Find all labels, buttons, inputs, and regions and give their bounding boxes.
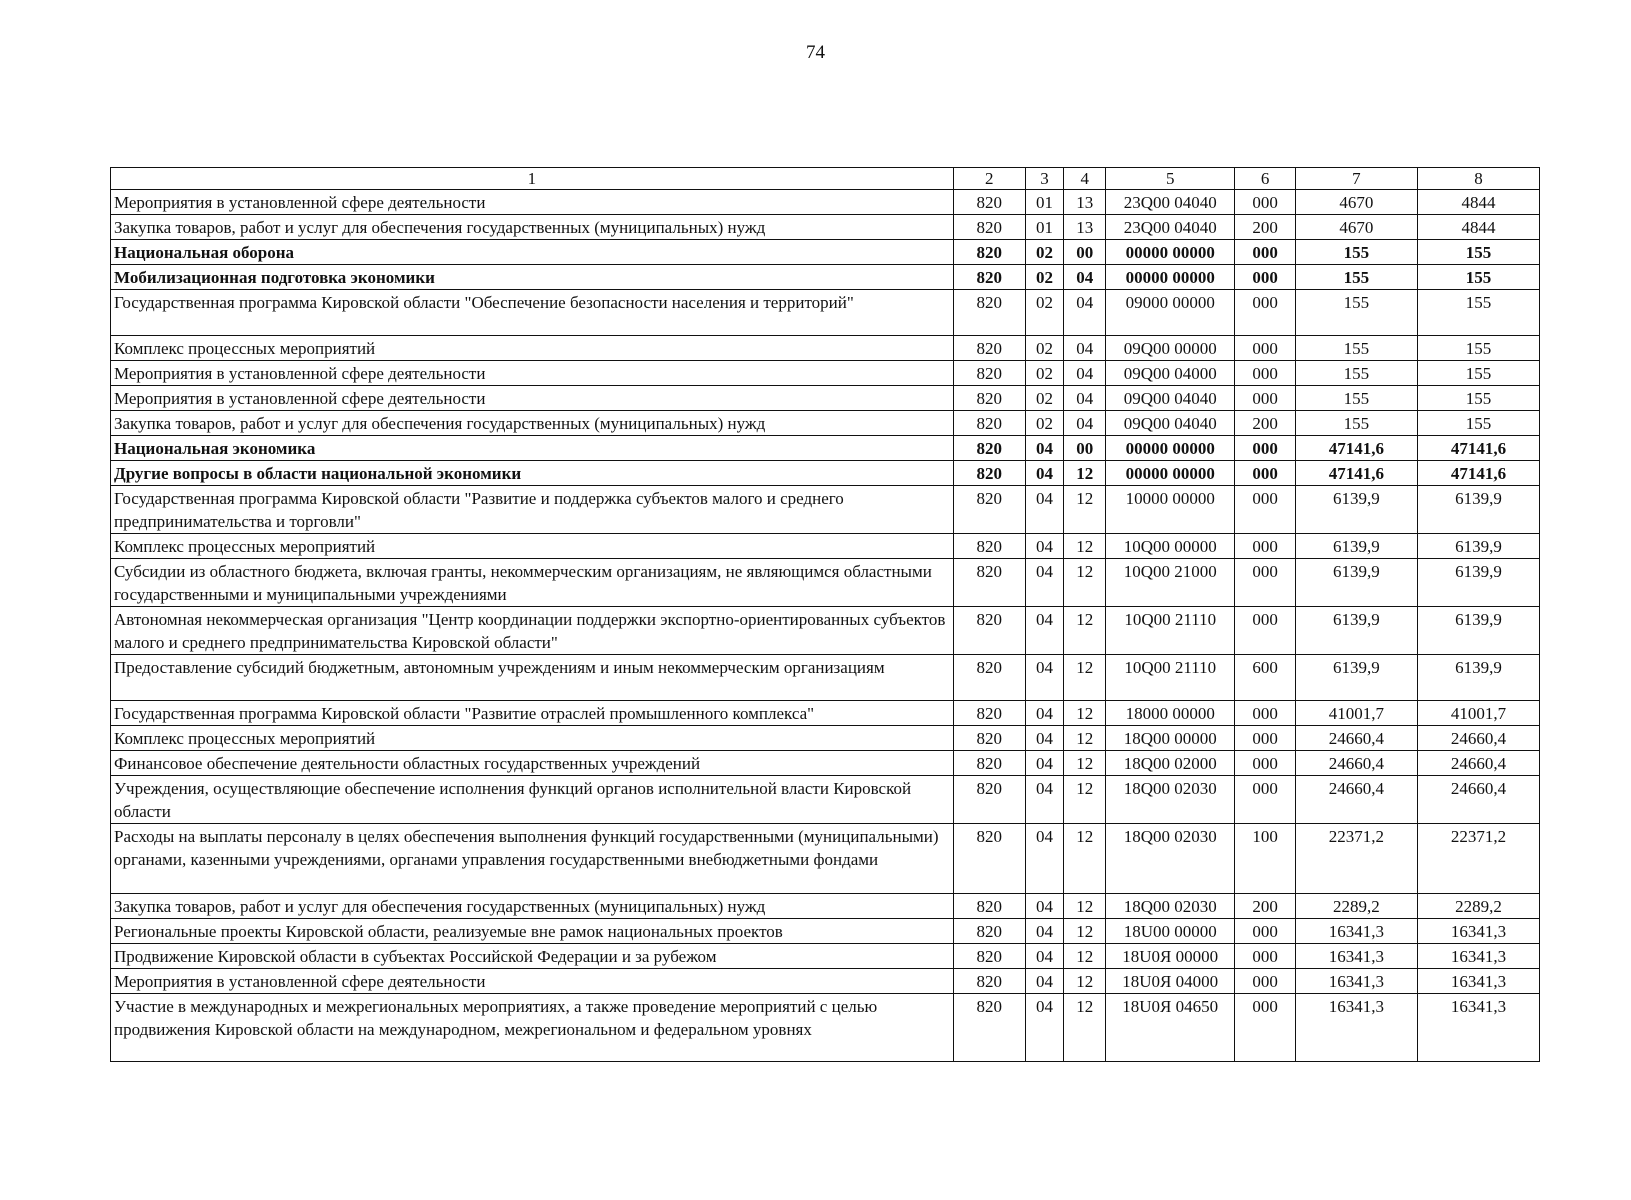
row-col2-cell: 820 — [953, 824, 1025, 894]
table-row — [111, 240, 1540, 265]
row-name-cell: Закупка товаров, работ и услуг для обеспечения государственных (муниципальных) нужд — [111, 894, 954, 919]
row-col8-cell: 22371,2 — [1417, 824, 1539, 894]
row-name-cell: Региональные проекты Кировской области, реализуемые вне рамок национальных проектов — [111, 919, 954, 944]
row-col6-cell: 000 — [1235, 461, 1295, 486]
row-name-cell: Финансовое обеспечение деятельности областных государственных учреждений — [111, 751, 954, 776]
row-code-cell: 00000 00000 — [1106, 265, 1235, 290]
row-code-cell: 09Q00 04000 — [1106, 361, 1235, 386]
row-code-cell: 23Q00 04040 — [1106, 190, 1235, 215]
row-col8-cell: 155 — [1417, 361, 1539, 386]
row-code-cell: 09Q00 04040 — [1106, 386, 1235, 411]
row-name-cell: Предоставление субсидий бюджетным, автономным учреждениям и иным некоммерческим организациям — [111, 655, 954, 701]
row-col7-cell: 22371,2 — [1295, 824, 1417, 894]
row-col2-cell: 820 — [953, 215, 1025, 240]
row-code-cell: 00000 00000 — [1106, 436, 1235, 461]
row-name-cell: Государственная программа Кировской области "Обеспечение безопасности населения и территорий" — [111, 290, 954, 336]
row-col3-cell: 02 — [1025, 336, 1064, 361]
table-row — [111, 751, 1540, 776]
row-col2-cell: 820 — [953, 919, 1025, 944]
row-name-cell: Мобилизационная подготовка экономики — [111, 265, 954, 290]
row-col4-cell: 04 — [1064, 290, 1106, 336]
row-name-cell: Расходы на выплаты персоналу в целях обеспечения выполнения функций государственными (муниципальными) органами, казенными учреждениями, органами управления государственными внебюджетными фондами — [111, 824, 954, 894]
table-row — [111, 726, 1540, 751]
row-col4-cell: 12 — [1064, 726, 1106, 751]
row-col2-cell: 820 — [953, 361, 1025, 386]
table-row — [111, 994, 1540, 1062]
row-col4-cell: 13 — [1064, 190, 1106, 215]
row-col4-cell: 04 — [1064, 411, 1106, 436]
row-col2-cell: 820 — [953, 559, 1025, 607]
table-row — [111, 336, 1540, 361]
row-col6-cell: 100 — [1235, 824, 1295, 894]
row-col6-cell: 200 — [1235, 894, 1295, 919]
row-col6-cell: 000 — [1235, 607, 1295, 655]
row-col4-cell: 04 — [1064, 361, 1106, 386]
row-col8-cell: 47141,6 — [1417, 436, 1539, 461]
row-col7-cell: 4670 — [1295, 190, 1417, 215]
row-col3-cell: 04 — [1025, 919, 1064, 944]
row-col2-cell: 820 — [953, 190, 1025, 215]
row-col4-cell: 12 — [1064, 994, 1106, 1062]
row-col6-cell: 000 — [1235, 751, 1295, 776]
row-col8-cell: 2289,2 — [1417, 894, 1539, 919]
row-col4-cell: 12 — [1064, 559, 1106, 607]
row-col8-cell: 24660,4 — [1417, 776, 1539, 824]
row-col3-cell: 04 — [1025, 559, 1064, 607]
row-code-cell: 18000 00000 — [1106, 701, 1235, 726]
row-code-cell: 18U00 00000 — [1106, 919, 1235, 944]
row-col3-cell: 04 — [1025, 944, 1064, 969]
row-name-cell: Комплекс процессных мероприятий — [111, 336, 954, 361]
row-col2-cell: 820 — [953, 265, 1025, 290]
row-col8-cell: 4844 — [1417, 190, 1539, 215]
row-col6-cell: 000 — [1235, 969, 1295, 994]
row-col6-cell: 000 — [1235, 240, 1295, 265]
row-code-cell: 23Q00 04040 — [1106, 215, 1235, 240]
row-col3-cell: 04 — [1025, 894, 1064, 919]
row-col4-cell: 12 — [1064, 607, 1106, 655]
row-col2-cell: 820 — [953, 776, 1025, 824]
row-col4-cell: 12 — [1064, 894, 1106, 919]
row-col4-cell: 04 — [1064, 265, 1106, 290]
row-col4-cell: 12 — [1064, 461, 1106, 486]
row-col7-cell: 47141,6 — [1295, 461, 1417, 486]
row-col3-cell: 04 — [1025, 776, 1064, 824]
row-col3-cell: 04 — [1025, 486, 1064, 534]
column-header: 3 — [1025, 168, 1064, 190]
row-col3-cell: 04 — [1025, 751, 1064, 776]
row-code-cell: 10Q00 21000 — [1106, 559, 1235, 607]
row-col8-cell: 47141,6 — [1417, 461, 1539, 486]
row-col4-cell: 12 — [1064, 919, 1106, 944]
row-col8-cell: 24660,4 — [1417, 726, 1539, 751]
table-row — [111, 411, 1540, 436]
row-col7-cell: 155 — [1295, 386, 1417, 411]
row-col8-cell: 155 — [1417, 265, 1539, 290]
row-col4-cell: 12 — [1064, 486, 1106, 534]
row-col2-cell: 820 — [953, 701, 1025, 726]
row-col3-cell: 02 — [1025, 265, 1064, 290]
table-row — [111, 534, 1540, 559]
row-col4-cell: 12 — [1064, 824, 1106, 894]
table-row — [111, 461, 1540, 486]
row-col6-cell: 000 — [1235, 336, 1295, 361]
row-code-cell: 18U0Я 04650 — [1106, 994, 1235, 1062]
column-header: 6 — [1235, 168, 1295, 190]
row-code-cell: 18Q00 00000 — [1106, 726, 1235, 751]
row-col7-cell: 6139,9 — [1295, 607, 1417, 655]
table-row — [111, 436, 1540, 461]
row-col6-cell: 000 — [1235, 265, 1295, 290]
row-code-cell: 18U0Я 00000 — [1106, 944, 1235, 969]
row-col6-cell: 000 — [1235, 361, 1295, 386]
row-col6-cell: 000 — [1235, 776, 1295, 824]
row-col6-cell: 000 — [1235, 290, 1295, 336]
table-row — [111, 824, 1540, 894]
row-col2-cell: 820 — [953, 894, 1025, 919]
page-number: 74 — [806, 42, 825, 63]
row-col4-cell: 04 — [1064, 336, 1106, 361]
row-col6-cell: 000 — [1235, 701, 1295, 726]
row-name-cell: Национальная оборона — [111, 240, 954, 265]
row-col3-cell: 04 — [1025, 655, 1064, 701]
row-col8-cell: 155 — [1417, 240, 1539, 265]
row-col7-cell: 6139,9 — [1295, 534, 1417, 559]
row-code-cell: 09Q00 00000 — [1106, 336, 1235, 361]
row-col8-cell: 6139,9 — [1417, 559, 1539, 607]
row-col7-cell: 6139,9 — [1295, 486, 1417, 534]
table-header-row — [111, 168, 1540, 190]
row-col3-cell: 02 — [1025, 290, 1064, 336]
row-code-cell: 18Q00 02000 — [1106, 751, 1235, 776]
row-col3-cell: 04 — [1025, 461, 1064, 486]
row-col7-cell: 16341,3 — [1295, 969, 1417, 994]
row-name-cell: Национальная экономика — [111, 436, 954, 461]
row-col2-cell: 820 — [953, 751, 1025, 776]
row-col7-cell: 4670 — [1295, 215, 1417, 240]
row-code-cell: 09000 00000 — [1106, 290, 1235, 336]
row-col2-cell: 820 — [953, 290, 1025, 336]
row-col6-cell: 000 — [1235, 386, 1295, 411]
row-code-cell: 10Q00 21110 — [1106, 655, 1235, 701]
row-code-cell: 18Q00 02030 — [1106, 894, 1235, 919]
row-col2-cell: 820 — [953, 534, 1025, 559]
row-col3-cell: 04 — [1025, 994, 1064, 1062]
row-col7-cell: 2289,2 — [1295, 894, 1417, 919]
row-name-cell: Государственная программа Кировской области "Развитие и поддержка субъектов малого и среднего предпринимательства и торговли" — [111, 486, 954, 534]
row-col8-cell: 4844 — [1417, 215, 1539, 240]
table-row — [111, 361, 1540, 386]
row-col7-cell: 6139,9 — [1295, 559, 1417, 607]
row-col3-cell: 04 — [1025, 969, 1064, 994]
row-col3-cell: 02 — [1025, 411, 1064, 436]
row-col3-cell: 04 — [1025, 436, 1064, 461]
row-name-cell: Мероприятия в установленной сфере деятельности — [111, 361, 954, 386]
row-col4-cell: 12 — [1064, 655, 1106, 701]
row-col4-cell: 12 — [1064, 969, 1106, 994]
row-name-cell: Продвижение Кировской области в субъектах Российской Федерации и за рубежом — [111, 944, 954, 969]
row-col8-cell: 155 — [1417, 336, 1539, 361]
row-col4-cell: 12 — [1064, 534, 1106, 559]
table-row — [111, 776, 1540, 824]
row-col6-cell: 200 — [1235, 411, 1295, 436]
table-row — [111, 944, 1540, 969]
row-col8-cell: 24660,4 — [1417, 751, 1539, 776]
row-col8-cell: 6139,9 — [1417, 486, 1539, 534]
column-header: 1 — [111, 168, 954, 190]
row-name-cell: Автономная некоммерческая организация "Центр координации поддержки экспортно-ориентированных субъектов малого и среднего предпринимательства Кировской области" — [111, 607, 954, 655]
row-col8-cell: 6139,9 — [1417, 655, 1539, 701]
row-code-cell: 10000 00000 — [1106, 486, 1235, 534]
row-col7-cell: 6139,9 — [1295, 655, 1417, 701]
row-col4-cell: 12 — [1064, 776, 1106, 824]
row-col8-cell: 6139,9 — [1417, 607, 1539, 655]
column-header: 5 — [1106, 168, 1235, 190]
row-code-cell: 18Q00 02030 — [1106, 824, 1235, 894]
row-name-cell: Комплекс процессных мероприятий — [111, 726, 954, 751]
row-col8-cell: 41001,7 — [1417, 701, 1539, 726]
table-row — [111, 190, 1540, 215]
row-col8-cell: 16341,3 — [1417, 969, 1539, 994]
row-col3-cell: 04 — [1025, 726, 1064, 751]
row-col8-cell: 16341,3 — [1417, 994, 1539, 1062]
row-name-cell: Комплекс процессных мероприятий — [111, 534, 954, 559]
table-row — [111, 894, 1540, 919]
column-header: 2 — [953, 168, 1025, 190]
budget-table — [110, 167, 1540, 1062]
table-row — [111, 919, 1540, 944]
row-col6-cell: 000 — [1235, 436, 1295, 461]
row-col6-cell: 200 — [1235, 215, 1295, 240]
row-col3-cell: 04 — [1025, 701, 1064, 726]
row-col3-cell: 04 — [1025, 824, 1064, 894]
row-col7-cell: 24660,4 — [1295, 776, 1417, 824]
row-col6-cell: 000 — [1235, 486, 1295, 534]
row-code-cell: 18U0Я 04000 — [1106, 969, 1235, 994]
row-col6-cell: 000 — [1235, 559, 1295, 607]
table-row — [111, 701, 1540, 726]
row-col2-cell: 820 — [953, 944, 1025, 969]
row-col7-cell: 24660,4 — [1295, 751, 1417, 776]
row-code-cell: 10Q00 00000 — [1106, 534, 1235, 559]
row-col3-cell: 02 — [1025, 361, 1064, 386]
row-name-cell: Государственная программа Кировской области "Развитие отраслей промышленного комплекса" — [111, 701, 954, 726]
column-header: 7 — [1295, 168, 1417, 190]
row-col6-cell: 000 — [1235, 944, 1295, 969]
row-col2-cell: 820 — [953, 486, 1025, 534]
row-code-cell: 00000 00000 — [1106, 461, 1235, 486]
row-code-cell: 09Q00 04040 — [1106, 411, 1235, 436]
table-row — [111, 559, 1540, 607]
row-col2-cell: 820 — [953, 436, 1025, 461]
row-col4-cell: 00 — [1064, 436, 1106, 461]
row-col7-cell: 155 — [1295, 361, 1417, 386]
row-col3-cell: 02 — [1025, 240, 1064, 265]
row-col8-cell: 16341,3 — [1417, 944, 1539, 969]
row-name-cell: Учреждения, осуществляющие обеспечение исполнения функций органов исполнительной власти Кировской области — [111, 776, 954, 824]
row-col2-cell: 820 — [953, 994, 1025, 1062]
row-col7-cell: 155 — [1295, 290, 1417, 336]
row-col8-cell: 155 — [1417, 386, 1539, 411]
column-header: 4 — [1064, 168, 1106, 190]
row-col7-cell: 16341,3 — [1295, 919, 1417, 944]
row-col4-cell: 00 — [1064, 240, 1106, 265]
row-name-cell: Другие вопросы в области национальной экономики — [111, 461, 954, 486]
table-row — [111, 290, 1540, 336]
row-col4-cell: 12 — [1064, 944, 1106, 969]
row-col8-cell: 155 — [1417, 411, 1539, 436]
row-col6-cell: 000 — [1235, 726, 1295, 751]
table-row — [111, 655, 1540, 701]
row-col8-cell: 6139,9 — [1417, 534, 1539, 559]
row-name-cell: Участие в международных и межрегиональных мероприятиях, а также проведение мероприятий с целью продвижения Кировской области на международном, межрегиональном и федеральном уровнях — [111, 994, 954, 1062]
column-header: 8 — [1417, 168, 1539, 190]
row-code-cell: 18Q00 02030 — [1106, 776, 1235, 824]
row-col7-cell: 47141,6 — [1295, 436, 1417, 461]
row-col3-cell: 01 — [1025, 215, 1064, 240]
row-col6-cell: 000 — [1235, 190, 1295, 215]
table-row — [111, 486, 1540, 534]
row-name-cell: Закупка товаров, работ и услуг для обеспечения государственных (муниципальных) нужд — [111, 215, 954, 240]
row-col4-cell: 12 — [1064, 751, 1106, 776]
row-col4-cell: 12 — [1064, 701, 1106, 726]
row-col2-cell: 820 — [953, 655, 1025, 701]
row-col8-cell: 16341,3 — [1417, 919, 1539, 944]
row-col7-cell: 155 — [1295, 411, 1417, 436]
row-col2-cell: 820 — [953, 240, 1025, 265]
table-row — [111, 265, 1540, 290]
row-col2-cell: 820 — [953, 411, 1025, 436]
row-col2-cell: 820 — [953, 461, 1025, 486]
row-col2-cell: 820 — [953, 607, 1025, 655]
row-col2-cell: 820 — [953, 726, 1025, 751]
row-col6-cell: 000 — [1235, 994, 1295, 1062]
row-col7-cell: 155 — [1295, 240, 1417, 265]
row-col7-cell: 16341,3 — [1295, 944, 1417, 969]
row-name-cell: Мероприятия в установленной сфере деятельности — [111, 190, 954, 215]
row-code-cell: 00000 00000 — [1106, 240, 1235, 265]
row-name-cell: Субсидии из областного бюджета, включая гранты, некоммерческим организациям, не являющимся областными государственными и муниципальными учреждениями — [111, 559, 954, 607]
table-row — [111, 215, 1540, 240]
row-name-cell: Закупка товаров, работ и услуг для обеспечения государственных (муниципальных) нужд — [111, 411, 954, 436]
row-col7-cell: 155 — [1295, 265, 1417, 290]
row-col3-cell: 02 — [1025, 386, 1064, 411]
table-row — [111, 386, 1540, 411]
row-col2-cell: 820 — [953, 336, 1025, 361]
table-body — [111, 190, 1540, 1062]
row-col7-cell: 41001,7 — [1295, 701, 1417, 726]
row-col8-cell: 155 — [1417, 290, 1539, 336]
row-name-cell: Мероприятия в установленной сфере деятельности — [111, 386, 954, 411]
row-col6-cell: 000 — [1235, 919, 1295, 944]
table-row — [111, 607, 1540, 655]
row-col6-cell: 000 — [1235, 534, 1295, 559]
row-col7-cell: 16341,3 — [1295, 994, 1417, 1062]
row-col2-cell: 820 — [953, 969, 1025, 994]
row-col3-cell: 04 — [1025, 534, 1064, 559]
row-col7-cell: 24660,4 — [1295, 726, 1417, 751]
row-col3-cell: 04 — [1025, 607, 1064, 655]
table-row — [111, 969, 1540, 994]
row-code-cell: 10Q00 21110 — [1106, 607, 1235, 655]
row-col2-cell: 820 — [953, 386, 1025, 411]
row-col4-cell: 13 — [1064, 215, 1106, 240]
row-col3-cell: 01 — [1025, 190, 1064, 215]
row-col4-cell: 04 — [1064, 386, 1106, 411]
row-name-cell: Мероприятия в установленной сфере деятельности — [111, 969, 954, 994]
row-col7-cell: 155 — [1295, 336, 1417, 361]
row-col6-cell: 600 — [1235, 655, 1295, 701]
